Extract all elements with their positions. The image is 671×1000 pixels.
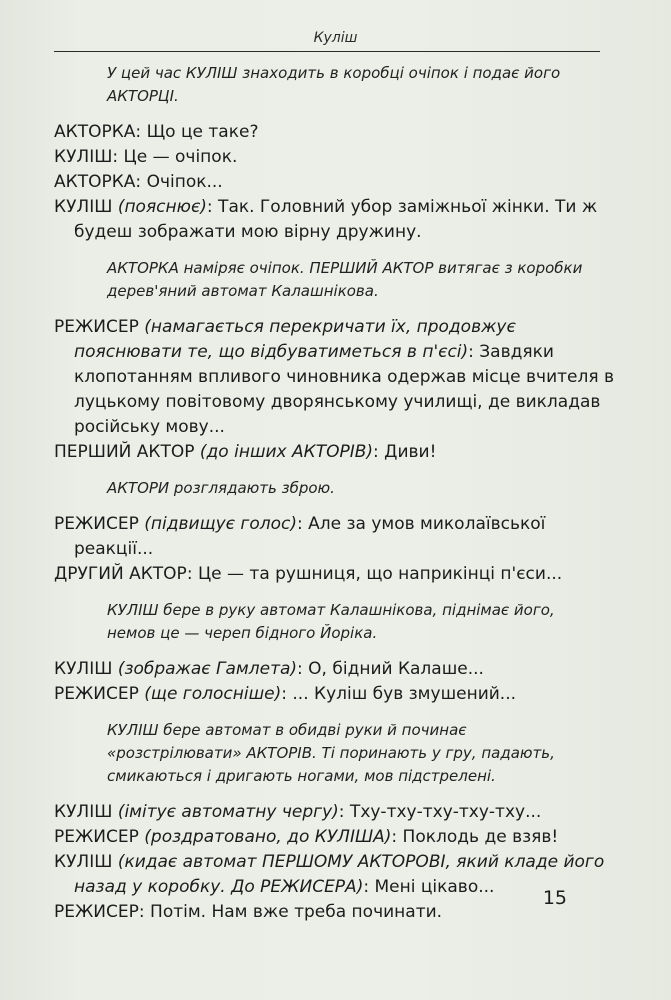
stage-direction: АКТОРКА наміряє очіпок. ПЕРШИЙ АКТОР витягає з коробки дерев'яний автомат Калашнікова. (107, 259, 583, 300)
speaker-name: РЕЖИСЕР (54, 514, 139, 534)
speech-text: : ... Куліш був змушений... (281, 684, 517, 704)
stage-direction: КУЛІШ бере автомат в обидві руки й починає «розстрілювати» АКТОРІВ. Ті поринають у гру, падають, смикаються і дригають ногами, мов підстрелені. (107, 721, 555, 785)
speech-text: : Завдяки клопотанням впливого чиновника одержав місце вчителя в луцькому повітовому дворянському училищі, де викладав російську мову... (74, 342, 615, 437)
speech-line (54, 315, 624, 440)
speech-line (54, 170, 624, 195)
stage-direction: У цей час КУЛІШ знаходить в коробці очіпок і подає його АКТОРЦІ. (107, 64, 561, 105)
speaker-name: РЕЖИСЕР (54, 317, 139, 337)
inline-stage-direction: (кидає автомат ПЕРШОМУ АКТОРОВІ, який кладе його назад у коробку. До РЕЖИСЕРА) (74, 852, 605, 897)
speaker-name: РЕЖИСЕР (54, 827, 139, 847)
speech-line (54, 145, 624, 170)
speech-line (54, 850, 624, 900)
speech-line (54, 657, 624, 682)
page-body (0, 62, 671, 925)
running-header: Куліш (313, 30, 358, 46)
speech-text: : Але за умов миколаївської реакції... (74, 514, 546, 559)
speech-text: Що це таке? (146, 122, 259, 142)
speaker-name: КУЛІШ (54, 197, 113, 217)
speech-text: Це — очіпок. (123, 147, 238, 167)
speaker-name: КУЛІШ: (54, 147, 119, 167)
inline-stage-direction: (підвищує голос) (144, 514, 297, 534)
speaker-name: АКТОРКА: (54, 172, 142, 192)
speech-line (54, 195, 624, 245)
speech-text: : Тху-тху-тху-тху-тху... (338, 802, 542, 822)
inline-stage-direction: (імітує автоматну чергу) (117, 802, 339, 822)
speech-line (54, 900, 624, 925)
speech-text: : Мені цікаво... (363, 877, 495, 897)
stage-direction: АКТОРИ розглядають зброю. (107, 479, 335, 497)
speech-line (54, 800, 624, 825)
speech-text: : Так. Головний убор заміжньої жінки. Ти ж будеш зображати мою вірну дружину. (74, 197, 598, 242)
inline-stage-direction: (ще голосніше) (144, 684, 282, 704)
inline-stage-direction: (до інших АКТОРІВ) (199, 442, 374, 462)
speech-text: : Диви! (373, 442, 437, 462)
inline-stage-direction: (роздратовано, до КУЛІША) (144, 827, 392, 847)
speech-line (54, 120, 624, 145)
speaker-name: КУЛІШ (54, 852, 113, 872)
speaker-name: ПЕРШИЙ АКТОР (54, 442, 195, 462)
speech-line (54, 562, 624, 587)
inline-stage-direction: (намагається перекричати їх, продовжує пояснювати те, що відбуватиметься в п'єсі) (74, 317, 516, 362)
speech-line (54, 825, 624, 850)
speech-text: : О, бідний Калаше... (297, 659, 484, 679)
speech-text: : Поклодь де взяв! (391, 827, 559, 847)
speaker-name: АКТОРКА: (54, 122, 142, 142)
speaker-name: РЕЖИСЕР: (54, 902, 145, 922)
speech-text: Потім. Нам вже треба починати. (150, 902, 443, 922)
speech-text: Це — та рушниця, що наприкінці п'єси... (197, 564, 563, 584)
inline-stage-direction: (зображає Гамлета) (117, 659, 298, 679)
speaker-name: КУЛІШ (54, 802, 113, 822)
speech-text: Очіпок... (146, 172, 223, 192)
speaker-name: КУЛІШ (54, 659, 113, 679)
stage-direction: КУЛІШ бере в руку автомат Калашнікова, піднімає його, немов це — череп бідного Йоріка. (107, 601, 555, 642)
speaker-name: ДРУГИЙ АКТОР: (54, 564, 193, 584)
speech-line (54, 512, 624, 562)
header-rule (54, 51, 600, 52)
inline-stage-direction: (пояснює) (117, 197, 207, 217)
speech-line (54, 440, 624, 465)
speaker-name: РЕЖИСЕР (54, 684, 139, 704)
speech-line (54, 682, 624, 707)
page-number: 15 (542, 887, 567, 909)
